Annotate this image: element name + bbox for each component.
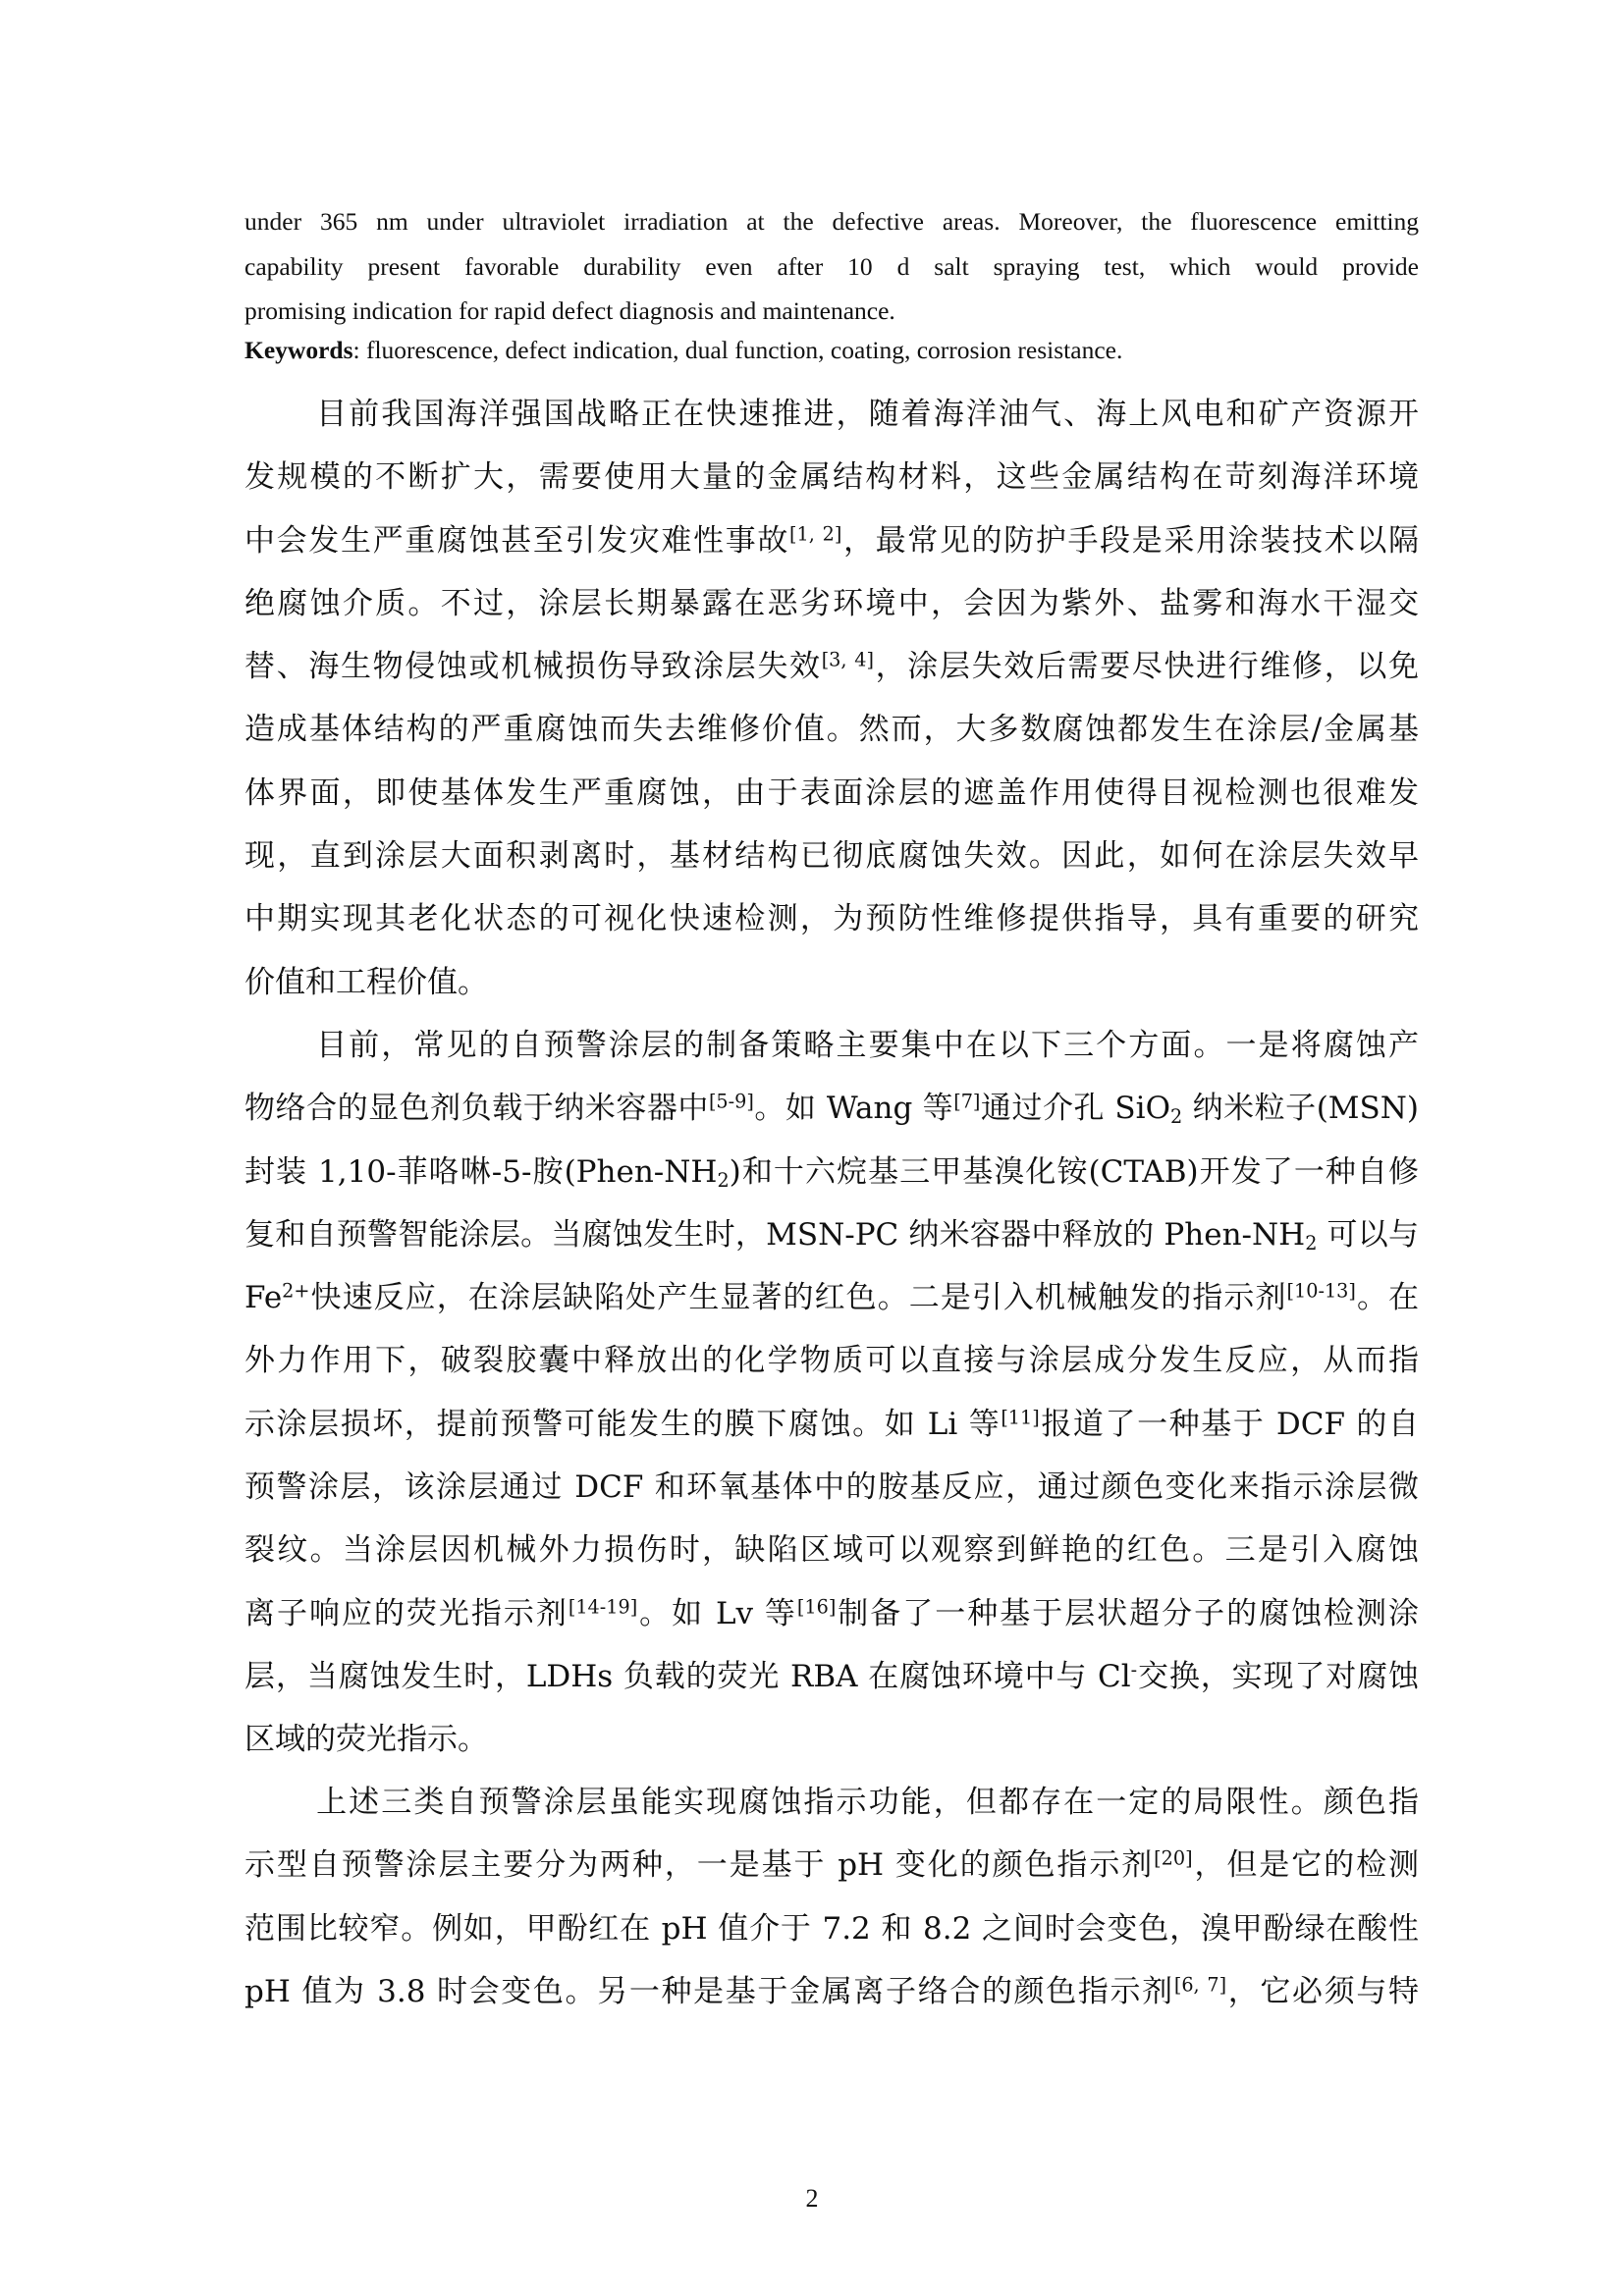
citation: [16]: [796, 1595, 837, 1619]
text-line: 目前我国海洋强国战略正在快速推进，随着海洋油气、海上风电和矿产资源开: [314, 397, 1419, 432]
text-line: 体界面，即使基体发生严重腐蚀，由于表面涂层的遮盖作用使得目视检测也很难发: [244, 774, 1419, 811]
text-line: 示涂层损坏，提前预警可能发生的膜下腐蚀。如 Li 等[11]报道了一种基于 DCF 的自: [244, 1406, 1419, 1442]
text-line: pH 值为 3.8 时会变色。另一种是基于金属离子络合的颜色指示剂[6, 7]，它必须与特: [244, 1973, 1419, 2009]
abstract-tail: [244, 199, 1419, 334]
paragraph-3: [244, 1771, 1419, 2023]
citation: [7]: [953, 1090, 981, 1113]
text-line: 离子响应的荧光指示剂[14-19]。如 Lv 等[16]制备了一种基于层状超分子的腐蚀检测涂: [244, 1595, 1420, 1631]
paragraph-1: [244, 383, 1419, 1014]
citation: [11]: [1001, 1406, 1040, 1429]
text-line: 外力作用下，破裂胶囊中释放出的化学物质可以直接与涂层成分发生反应，从而指: [244, 1343, 1419, 1379]
text-line: 造成基体结构的严重腐蚀而失去维修价值。然而，大多数腐蚀都发生在涂层/金属基: [244, 712, 1419, 748]
abstract-line: capability present favorable durability even after 10 d salt spraying test, which would provide: [244, 251, 1419, 281]
text-line: 区域的荧光指示。: [244, 1722, 488, 1758]
citation: [3, 4]: [821, 648, 874, 671]
abstract-line: under 365 nm under ultraviolet irradiation at the defective areas. Moreover, the fluorescence emitting: [244, 207, 1419, 236]
citation: [1, 2]: [789, 522, 842, 546]
text-line: 预警涂层，该涂层通过 DCF 和环氧基体中的胺基反应，通过颜色变化来指示涂层微: [244, 1469, 1419, 1506]
text-line: 封装 1,10-菲咯啉-5-胺$(Phen-NH_2)$和十六烷基三甲基溴化铵(CTAB)开发了一种自修: [244, 1153, 1419, 1192]
paragraph-2: [244, 1014, 1419, 1772]
text-line: 中会发生严重腐蚀甚至引发灾难性事故[1, 2]，最常见的防护手段是采用涂装技术以隔: [244, 522, 1419, 559]
text-line: 物络合的显色剂负载于纳米容器中[5-9]。如 Wang 等[7]通过介孔 SiO$_2$ 纳米粒子(MSN): [244, 1090, 1420, 1129]
text-line: 上述三类自预警涂层虽能实现腐蚀指示功能，但都存在一定的局限性。颜色指: [314, 1785, 1419, 1820]
text-line: 绝腐蚀介质。不过，涂层长期暴露在恶劣环境中，会因为紫外、盐雾和海水干湿交: [244, 585, 1419, 621]
text-line: 现，直到涂层大面积剥离时，基材结构已彻底腐蚀失效。因此，如何在涂层失效早: [244, 838, 1419, 875]
text-line: 层，当腐蚀发生时，LDHs 负载的荧光 RBA 在腐蚀环境中与 Cl-交换，实现了对腐蚀: [244, 1658, 1419, 1694]
text-line: 发规模的不断扩大，需要使用大量的金属结构材料，这些金属结构在苛刻海洋环境: [244, 459, 1419, 496]
text-line: 复和自预警智能涂层。当腐蚀发生时，MSN-PC 纳米容器中释放的 Phen-$NH_2$ 可以与: [244, 1216, 1419, 1255]
text-line: 替、海生物侵蚀或机械损伤导致涂层失效[3, 4]，涂层失效后需要尽快进行维修，以免: [244, 648, 1419, 685]
text-line: 目前，常见的自预警涂层的制备策略主要集中在以下三个方面。一是将腐蚀产: [314, 1028, 1419, 1063]
keywords-line: [244, 333, 1419, 368]
abstract-line: promising indication for rapid defect diagnosis and maintenance.: [244, 296, 895, 325]
text-line: $Fe^{2+}$快速反应，在涂层缺陷处产生显著的红色。二是引入机械触发的指示剂[10-13]。在: [244, 1279, 1420, 1316]
citation: [14-19]: [568, 1595, 638, 1619]
keywords-label: Keywords: [244, 336, 353, 364]
page-number: 2: [805, 2184, 819, 2213]
citation: [6, 7]: [1173, 1973, 1227, 1997]
citation: [20]: [1154, 1846, 1193, 1870]
text-line: 价值和工程价值。: [244, 964, 488, 1000]
keywords-text: : fluorescence, defect indication, dual function, coating, corrosion resistance.: [352, 336, 1123, 364]
text-line: 裂纹。当涂层因机械外力损伤时，缺陷区域可以观察到鲜艳的红色。三是引入腐蚀: [244, 1532, 1419, 1569]
citation: [5-9]: [708, 1090, 754, 1113]
text-line: 示型自预警涂层主要分为两种，一是基于 pH 变化的颜色指示剂[20]，但是它的检测: [244, 1846, 1419, 1884]
text-line: 中期实现其老化状态的可视化快速检测，为预防性维修提供指导，具有重要的研究: [244, 901, 1419, 937]
citation: [10-13]: [1286, 1279, 1356, 1303]
text-line: 范围比较窄。例如，甲酚红在 pH 值介于 7.2 和 8.2 之间时会变色，溴甲酚绿在酸性: [244, 1910, 1419, 1947]
